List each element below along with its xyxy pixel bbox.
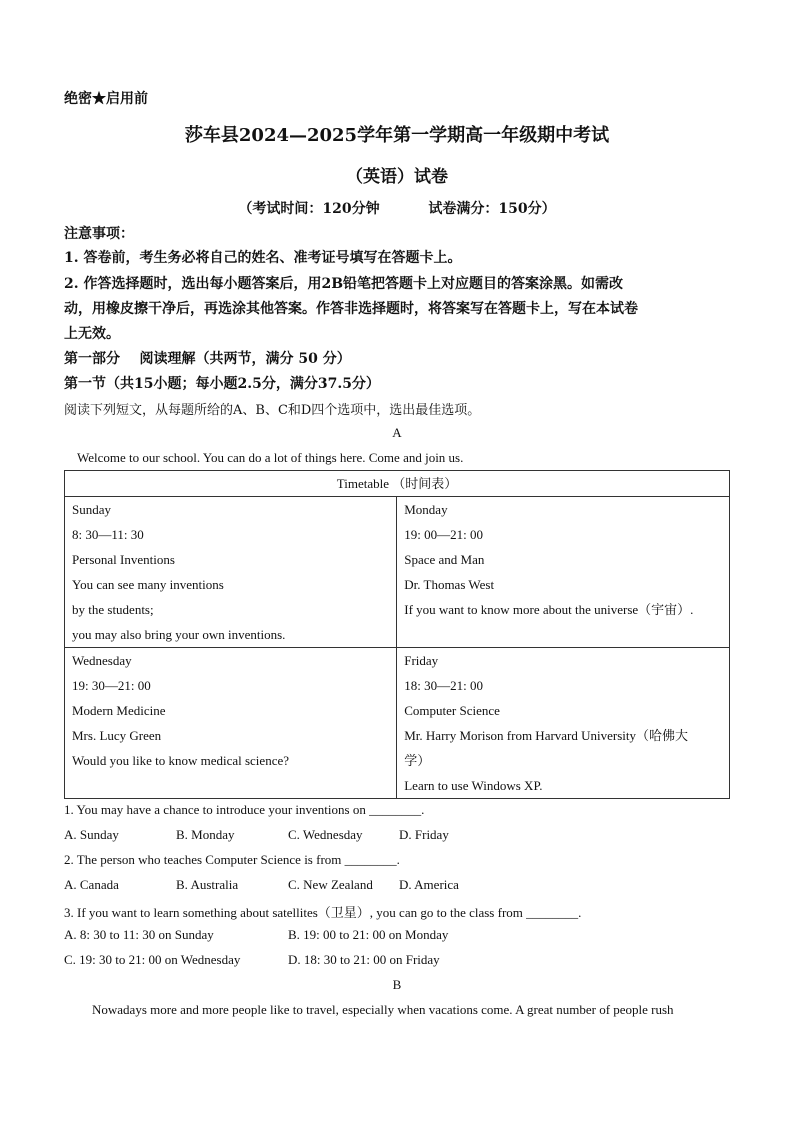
exam-title: 莎车县2024—2025学年第一学期高一年级期中考试	[184, 125, 610, 146]
question-2-option-d: D. America	[399, 877, 459, 892]
exam-info: （考试时间：120分钟 试卷满分：150分）	[238, 201, 556, 217]
part1-instruction: 阅读下列短文，从每题所给的A、B、C和D四个选项中，选出最佳选项。	[64, 403, 481, 418]
sunday-topic: Personal Inventions	[72, 552, 175, 567]
friday-topic: Computer Science	[404, 703, 500, 718]
sunday-time: 8: 30—11: 30	[72, 527, 144, 542]
passage-b-first-line: Nowadays more and more people like to travel, especially when vacations come. A great number of people rush	[92, 1002, 674, 1017]
monday-time: 19: 00—21: 00	[404, 527, 483, 542]
wednesday-topic: Modern Medicine	[72, 703, 166, 718]
part1-heading: 第一部分 阅读理解（共两节，满分 50 分）	[64, 351, 351, 367]
notes-item-1: 1. 答卷前，考生务必将自己的姓名、准考证号填写在答题卡上。	[64, 250, 462, 266]
friday-description: Learn to use Windows XP.	[404, 778, 543, 793]
question-3-option-a: A. 8: 30 to 11: 30 on Sunday	[64, 927, 214, 942]
question-2-stem: 2. The person who teaches Computer Science is from ________.	[64, 852, 400, 867]
timetable	[64, 470, 730, 799]
question-1-option-c: C. Wednesday	[288, 827, 363, 842]
question-2-option-b: B. Australia	[176, 877, 239, 892]
sunday-line-6: you may also bring your own inventions.	[72, 627, 286, 642]
friday-day: Friday	[404, 653, 439, 668]
friday-teacher-cont: 学）	[404, 753, 431, 768]
question-3-option-d: D. 18: 30 to 21: 00 on Friday	[288, 952, 440, 967]
notes-item-2-line-3: 上无效。	[64, 326, 120, 342]
monday-description: If you want to know more about the universe（宇宙）.	[404, 602, 694, 617]
timetable-cell-sunday	[65, 497, 397, 648]
wednesday-day: Wednesday	[72, 653, 132, 668]
passage-b-letter: B	[392, 977, 402, 992]
question-2-option-c: C. New Zealand	[288, 877, 373, 892]
wednesday-teacher: Mrs. Lucy Green	[72, 728, 162, 743]
question-3-option-c: C. 19: 30 to 21: 00 on Wednesday	[64, 952, 241, 967]
timetable-header: Timetable （时间表）	[65, 471, 730, 497]
exam-subtitle: （英语）试卷	[346, 167, 448, 187]
passage-a-intro: Welcome to our school. You can do a lot of things here. Come and join us.	[77, 450, 464, 465]
timetable-cell-friday	[397, 648, 730, 799]
monday-day: Monday	[404, 502, 448, 517]
part1-section1: 第一节（共15小题；每小题2.5分，满分37.5分）	[64, 376, 380, 392]
sunday-day: Sunday	[72, 502, 111, 517]
monday-topic: Space and Man	[404, 552, 485, 567]
sunday-line-5: by the students;	[72, 602, 154, 617]
notes-item-2-line-1: 2. 作答选择题时，选出每小题答案后，用2B铅笔把答题卡上对应题目的答案涂黑。如需改	[64, 276, 624, 292]
timetable-cell-wednesday	[65, 648, 397, 799]
question-1-option-d: D. Friday	[399, 827, 449, 842]
question-2-option-a: A. Canada	[64, 877, 119, 892]
notes-item-2-line-2: 动，用橡皮擦干净后，再选涂其他答案。作答非选择题时，将答案写在答题卡上，写在本试卷	[64, 301, 638, 317]
sunday-line-4: You can see many inventions	[72, 577, 224, 592]
friday-time: 18: 30—21: 00	[404, 678, 483, 693]
monday-teacher: Dr. Thomas West	[404, 577, 495, 592]
secret-mark: 绝密★启用前	[64, 91, 148, 107]
notes-heading: 注意事项：	[64, 226, 134, 242]
question-1-stem: 1. You may have a chance to introduce your inventions on ________.	[64, 802, 425, 817]
friday-teacher: Mr. Harry Morison from Harvard University（哈佛大	[404, 728, 689, 743]
question-1-option-b: B. Monday	[176, 827, 235, 842]
wednesday-time: 19: 30—21: 00	[72, 678, 151, 693]
question-3-option-b: B. 19: 00 to 21: 00 on Monday	[288, 927, 449, 942]
wednesday-description: Would you like to know medical science?	[72, 753, 290, 768]
passage-a-letter: A	[392, 425, 402, 440]
question-3-stem: 3. If you want to learn something about satellites（卫星）, you can go to the class from ________.	[64, 905, 582, 920]
question-1-option-a: A. Sunday	[64, 827, 119, 842]
timetable-cell-monday	[397, 497, 730, 648]
